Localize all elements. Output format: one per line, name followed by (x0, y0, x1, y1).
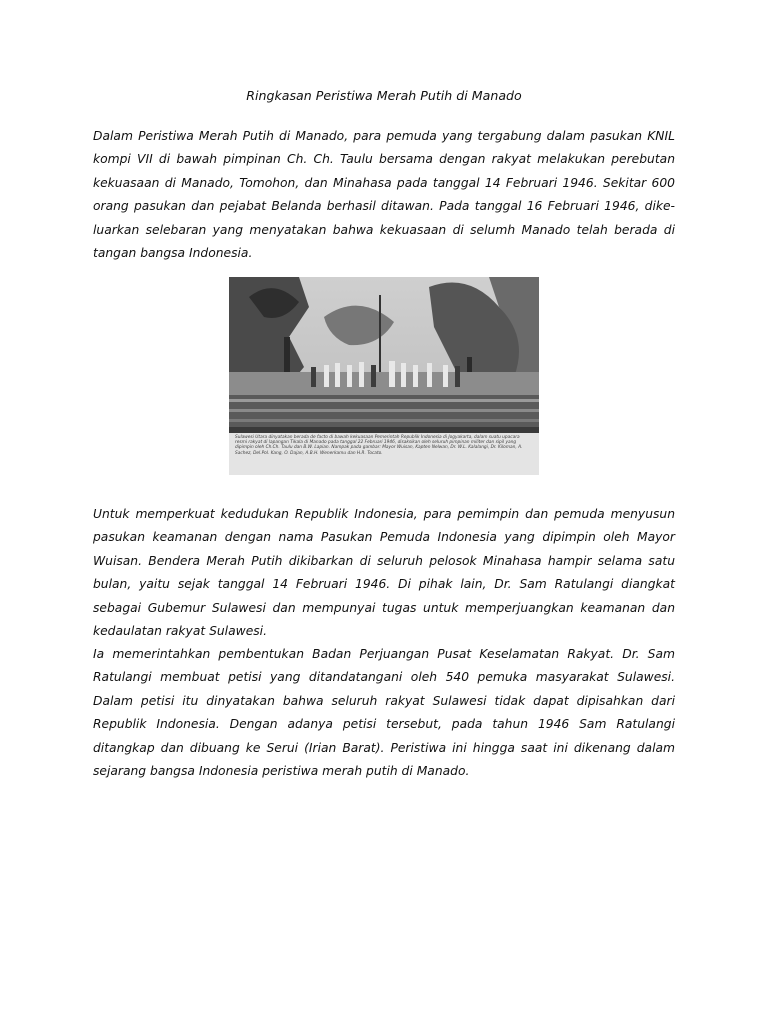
photo-caption: Sulawesi Utara dinyatakan berada de facto di bawah kekuasaan Pemerintah Republik Indonesia di Jogyakarta, dalam suatu upacara resmi rakyat di lapangan Tikala di Manado pada tanggal 22 Februari 1946, disaksikan oleh seluruh pimpinan militer dan sipil yang dipimpin oleh Ch.Ch. Taulu dan B.W. Lapian. Nampak pada gambar: Mayor Wuisan, Kapten Nelwan, Dr. W.L. Kalalangi, Dr. Kiloman, A. Sachez, Del.Pol. Kang, O. Dajan, A.B.H. Wenerkamu dan H.R. Tocato. (235, 435, 523, 456)
paragraph-3: Ia memerintahkan pembentukan Badan Perjuangan Pusat Keselamatan Rakyat. Dr. Sam Ratulangi membuat petisi yang ditandatangani oleh 540 pemuka masyarakat Sulawesi. Dalam petisi itu dinyatakan bahwa seluruh rakyat Sulawesi tidak dapat dipisahkan dari Republik Indonesia. Dengan adanya petisi tersebut, pada tahun 1946 Sam Ratulangi ditangkap dan dibuang ke Serui (Irian Barat). Peristiwa ini hingga saat ini dikenang dalam sejarang bangsa Indonesia peristiwa merah putih di Manado. (93, 647, 675, 779)
document-title: Ringkasan Peristiwa Merah Putih di Manado (246, 88, 522, 103)
paragraph-1: Dalam Peristiwa Merah Putih di Manado, para pemuda yang tergabung dalam pasukan KNIL kompi VII di bawah pimpinan Ch. Ch. Taulu bersama dengan rakyat melakukan perebutan kekuasaan di Manado, Tomohon, dan Minahasa pada tanggal 14 Februari 1946. Sekitar 600 orang pasukan dan pejabat Belanda berhasil ditawan. Pada tanggal 16 Februari 1946, dike-luarkan selebaran yang menyatakan bahwa kekuasaan di selumh Manado telah berada di tangan bangsa Indonesia. (93, 129, 675, 261)
historical-photo (229, 277, 539, 475)
paragraph-2: Untuk memperkuat kedudukan Republik Indonesia, para pemimpin dan pemuda menyusun pasukan keamanan dengan nama Pasukan Pemuda Indonesia yang dipimpin oleh Mayor Wuisan. Bendera Merah Putih dikibarkan di seluruh pelosok Minahasa hampir selama satu bulan, yaitu sejak tanggal 14 Februari 1946. Di pihak lain, Dr. Sam Ratulangi diangkat sebagai Gubemur Sulawesi dan mempunyai tugas untuk memperjuangkan keamanan dan kedaulatan rakyat Sulawesi. (93, 507, 675, 639)
